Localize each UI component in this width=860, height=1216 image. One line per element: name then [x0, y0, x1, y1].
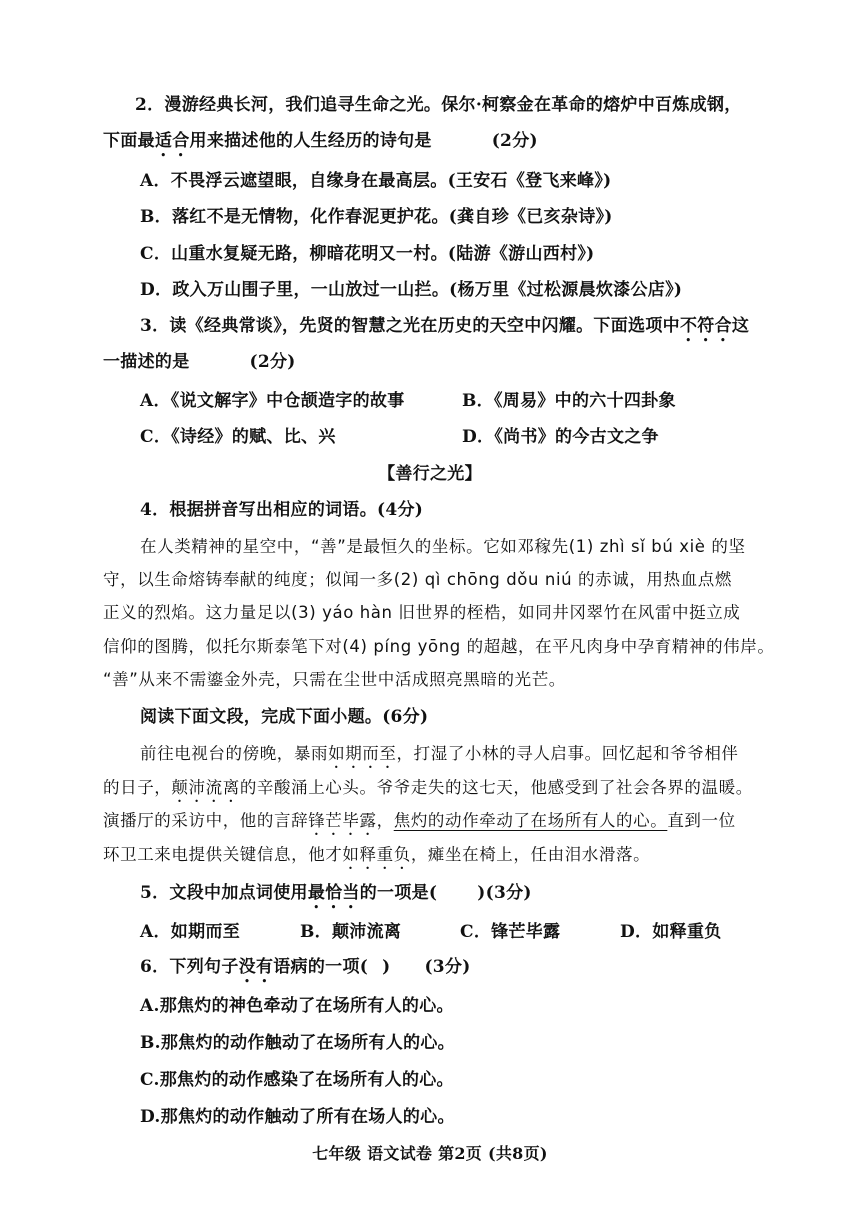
q3-option-a: A．《说文解字》中仓颉造字的故事: [140, 391, 405, 411]
reading-l4-b: ，瘫坐在椅上，任由泪水滑落。: [410, 845, 651, 864]
q6-option-d: D.那焦灼的动作触动了所有在场人的心。: [140, 1107, 455, 1127]
q6-option-b: B.那焦灼的动作触动了在场所有人的心。: [140, 1033, 455, 1053]
reading-title: 阅读下面文段，完成下面小题。(6分): [140, 707, 429, 727]
q4-passage-line4: 信仰的图腾，似托尔斯泰笔下对(4) píng yōng 的超越，在平凡肉身中孕育精神的伟岸。: [103, 637, 775, 656]
dotted-word-fengmang: 锋芒毕露: [308, 811, 377, 830]
q2-text-a: 下面最: [103, 131, 155, 151]
reading-line3: [103, 808, 860, 839]
reading-l3-a: 演播厅的采访中，他的言辞: [103, 811, 309, 830]
reading-l3-b: ，: [376, 811, 394, 830]
q6-paren: ): [382, 957, 391, 977]
reading-l3-c: 直到一位: [667, 811, 736, 830]
section-title: 【善行之光】: [378, 464, 482, 484]
q3-dotted-word: 不符合: [679, 316, 732, 336]
dotted-word-dianpei: 颠沛流离: [171, 778, 240, 797]
q3-text-a: 3．读《经典常谈》，先贤的智慧之光在历史的天空中闪耀。下面选项中: [140, 316, 680, 336]
q3-stem-line1: [140, 313, 860, 346]
q5-option-d: D．如释重负: [620, 922, 722, 942]
q2-option-c: C．山重水复疑无路，柳暗花明又一村。(陆游《游山西村》): [140, 244, 595, 264]
q4-passage-line1: 在人类精神的星空中，“善”是最恒久的坐标。它如邓稼先(1) zhì sǐ bú xiè 的坚: [140, 537, 746, 556]
q6-text-b: 语病的一项(: [273, 957, 369, 977]
q5-score: )(3分): [477, 883, 532, 903]
q4-passage-line2: 守，以生命熔铸奉献的纯度；似闻一多(2) qì chōng dǒu niú 的赤诚，用热血点燃: [103, 570, 732, 589]
dotted-word-ruqi: 如期而至: [328, 744, 397, 763]
q3-option-c: C．《诗经》的赋、比、兴: [140, 427, 336, 447]
q2-text-b: 用来描述他的人生经历的诗句是: [189, 131, 432, 151]
q6-option-a: A.那焦灼的神色牵动了在场所有人的心。: [140, 996, 454, 1016]
reading-line4: [103, 842, 860, 873]
q2-stem-line1: 2．漫游经典长河，我们追寻生命之光。保尔·柯察金在革命的熔炉中百炼成钢，: [135, 95, 742, 115]
q6-text-a: 6．下列句子: [140, 957, 239, 977]
reading-line1: [140, 741, 860, 772]
q2-option-d: D．政入万山围子里，一山放过一山拦。(杨万里《过松源晨炊漆公店》): [140, 280, 683, 300]
reading-l4-a: 环卫工来电提供关键信息，他才: [103, 845, 343, 864]
q4-title: 4．根据拼音写出相应的词语。(4分): [140, 500, 424, 520]
q3-text-line2: 一描述的是: [103, 352, 190, 372]
underlined-sentence: 焦灼的动作牵动了在场所有人的心。: [393, 811, 668, 830]
dotted-word-rushi: 如释重负: [342, 845, 411, 864]
q6-score: (3分): [424, 957, 471, 977]
q4-passage-line3: 正义的烈焰。这力量足以(3) yáo hàn 旧世界的桎梏，如同井冈翠竹在风雷中挺立成: [103, 603, 741, 622]
reading-line2: [103, 775, 860, 806]
q5-option-c: C．锋芒毕露: [460, 922, 561, 942]
q4-passage-line5: “善”从来不需鎏金外壳，只需在尘世中活成照亮黑暗的光芒。: [103, 670, 566, 689]
q3-stem-line2: [103, 349, 860, 375]
q5-text-b: 的一项是(: [359, 883, 438, 903]
q6-title: [140, 954, 860, 987]
q5-text-a: 5．文段中加点词使用: [140, 883, 308, 903]
q2-stem-line2: [103, 128, 860, 161]
q5-option-a: A．如期而至: [140, 922, 240, 942]
q5-dotted-word: 最恰当: [307, 883, 360, 903]
q3-score: (2分): [249, 352, 296, 372]
q5-title: [140, 880, 860, 913]
reading-l2-b: 的辛酸涌上心头。爷爷走失的这七天，他感受到了社会各界的温暖。: [239, 778, 753, 797]
q2-score: (2分): [491, 131, 538, 151]
q2-option-a: A．不畏浮云遮望眼，自缘身在最高层。(王安石《登飞来峰》): [140, 171, 612, 191]
q2-option-b: B．落红不是无情物，化作春泥更护花。(龚自珍《已亥杂诗》): [140, 207, 613, 227]
reading-l1-b: ，打湿了小林的寻人启事。回忆起和爷爷相伴: [396, 744, 739, 763]
q3-option-b: B．《周易》中的六十四卦象: [462, 391, 676, 411]
q3-option-d: D．《尚书》的今古文之争: [462, 427, 659, 447]
reading-l2-a: 的日子，: [103, 778, 172, 797]
q6-option-c: C.那焦灼的动作感染了在场所有人的心。: [140, 1070, 454, 1090]
q5-option-b: B．颠沛流离: [300, 922, 402, 942]
q3-text-b: 这: [731, 316, 750, 336]
q2-dotted-word: 适合: [154, 131, 190, 151]
page-footer: 七年级 语文试卷 第2页 (共8页): [312, 1144, 548, 1163]
q6-dotted-word: 没有: [238, 957, 274, 977]
reading-l1-a: 前往电视台的傍晚，暴雨: [140, 744, 329, 763]
